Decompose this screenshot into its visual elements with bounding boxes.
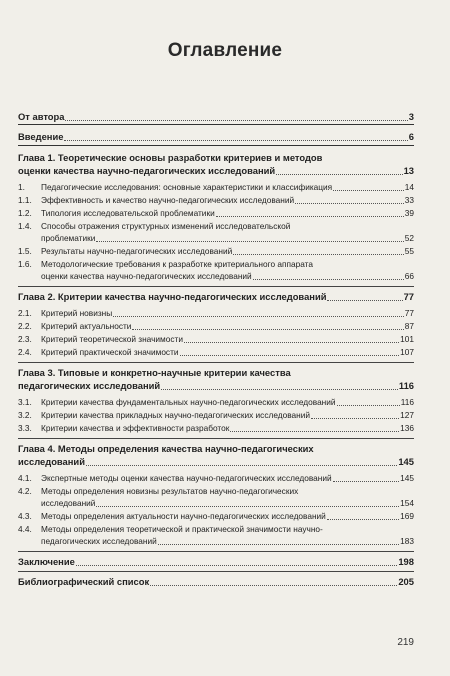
chapter-title-line: исследований xyxy=(18,456,85,467)
leader-dots xyxy=(333,480,400,482)
toc-page-number: 6 xyxy=(408,131,414,142)
section-number: 1.1. xyxy=(18,195,32,205)
divider xyxy=(18,438,414,439)
toc-section xyxy=(18,208,414,220)
toc-page-number: 145 xyxy=(400,473,414,483)
toc-section xyxy=(18,334,414,346)
section-number: 3.2. xyxy=(18,410,32,420)
section-number: 1.4. xyxy=(18,221,32,231)
toc-chapter-2 xyxy=(18,290,414,303)
leader-dots xyxy=(184,341,399,343)
divider xyxy=(18,124,414,125)
section-title: Результаты научно-педагогических исследований xyxy=(41,246,233,256)
toc-entry-title: Заключение xyxy=(18,556,75,567)
toc-section xyxy=(18,524,414,547)
section-title: Критерии качества фундаментальных научно-педагогических исследований xyxy=(41,397,336,407)
leader-dots xyxy=(161,388,398,390)
section-title: Критерий актуальности xyxy=(41,321,132,331)
toc-section xyxy=(18,410,414,422)
toc-section xyxy=(18,347,414,359)
section-title: Критерии качества и эффективности разработок xyxy=(41,423,230,433)
leader-dots xyxy=(96,240,403,242)
section-title: Экспертные методы оценки качества научно-педагогических исследований xyxy=(41,473,332,483)
leader-dots xyxy=(65,119,407,121)
toc-entry-bibliography xyxy=(18,575,414,588)
section-number: 2.2. xyxy=(18,321,32,331)
leader-dots xyxy=(276,173,402,175)
section-number: 4.2. xyxy=(18,486,32,496)
section-number: 1.5. xyxy=(18,246,32,256)
section-number: 1.2. xyxy=(18,208,32,218)
toc-chapter-3 xyxy=(18,366,414,392)
toc-page-number: 136 xyxy=(400,423,414,433)
leader-dots xyxy=(76,564,398,566)
section-title: Методы определения новизны результатов научно-педагогических xyxy=(41,486,299,496)
divider xyxy=(18,145,414,146)
section-title: Эффективность и качество научно-педагогических исследований xyxy=(41,195,295,205)
toc-section xyxy=(18,259,414,282)
leader-dots xyxy=(327,518,399,520)
leader-dots xyxy=(230,430,399,432)
toc-section xyxy=(18,423,414,435)
toc-page-number: 116 xyxy=(400,397,414,407)
chapter-title-line: Глава 3. Типовые и конкретно-научные критерии качества xyxy=(18,367,291,378)
section-title-continued: проблематики xyxy=(41,232,96,243)
leader-dots xyxy=(64,139,407,141)
toc-entry-from-author xyxy=(18,110,414,123)
page-number: 219 xyxy=(397,637,414,648)
toc-page-number: 33 xyxy=(404,195,414,205)
leader-dots xyxy=(253,278,404,280)
section-number: 4.4. xyxy=(18,524,32,534)
toc-section xyxy=(18,182,414,194)
leader-dots xyxy=(233,253,403,255)
section-number: 2.1. xyxy=(18,308,32,318)
leader-dots xyxy=(311,417,399,419)
toc-page-number: 13 xyxy=(403,165,414,176)
leader-dots xyxy=(216,215,404,217)
section-title-continued: исследований xyxy=(41,497,96,508)
divider xyxy=(18,286,414,287)
section-title-continued: оценки качества научно-педагогических исследований xyxy=(41,270,252,281)
divider xyxy=(18,571,414,572)
leader-dots xyxy=(113,315,404,317)
toc-page-number: 107 xyxy=(400,347,414,357)
toc-page-number: 52 xyxy=(404,232,414,243)
section-number: 1.6. xyxy=(18,259,32,269)
leader-dots xyxy=(86,464,397,466)
section-number: 4.3. xyxy=(18,511,32,521)
toc-heading: Оглавление xyxy=(167,40,283,61)
section-title: Педагогические исследования: основные характеристики и классификация xyxy=(41,182,333,192)
toc-page-number: 101 xyxy=(400,334,414,344)
divider xyxy=(18,362,414,363)
toc-section xyxy=(18,246,414,258)
toc-page-number: 66 xyxy=(404,270,414,281)
section-title: Методы определения актуальности научно-педагогических исследований xyxy=(41,511,326,521)
section-number: 1. xyxy=(18,182,25,192)
toc-section xyxy=(18,511,414,523)
toc-chapter-1 xyxy=(18,151,414,177)
leader-dots xyxy=(158,543,399,545)
toc-section xyxy=(18,321,414,333)
section-number: 3.3. xyxy=(18,423,32,433)
leader-dots xyxy=(150,584,397,586)
toc-page-number: 169 xyxy=(400,511,414,521)
toc-page-number: 87 xyxy=(404,321,414,331)
toc-page-number: 205 xyxy=(398,576,414,587)
toc-section xyxy=(18,221,414,244)
leader-dots xyxy=(295,202,404,204)
toc-entry-title: От автора xyxy=(18,111,65,122)
toc-section xyxy=(18,486,414,509)
toc-entry-introduction xyxy=(18,130,414,143)
chapter-title-line: педагогических исследований xyxy=(18,380,161,391)
section-title: Критерий практической значимости xyxy=(41,347,179,357)
toc-page-number: 14 xyxy=(404,182,414,192)
toc-page-number: 198 xyxy=(398,556,414,567)
section-number: 2.4. xyxy=(18,347,32,357)
chapter-title-line: Глава 4. Методы определения качества научно-педагогических xyxy=(18,443,314,454)
divider xyxy=(18,551,414,552)
chapter-title-line: Глава 1. Теоретические основы разработки критериев и методов xyxy=(18,152,323,163)
section-title: Критерии качества прикладных научно-педагогических исследований xyxy=(41,410,310,420)
toc-page-number: 116 xyxy=(398,380,414,391)
section-title: Способы отражения структурных изменений исследовательской xyxy=(41,221,291,231)
toc-entry-conclusion xyxy=(18,555,414,568)
section-title: Критерий новизны xyxy=(41,308,113,318)
toc-entry-title: Библиографический список xyxy=(18,576,150,587)
leader-dots xyxy=(327,299,402,301)
toc-section xyxy=(18,397,414,409)
toc-section xyxy=(18,195,414,207)
chapter-title-line: Глава 2. Критерии качества научно-педагогических исследований xyxy=(18,291,327,302)
toc-page-number: 55 xyxy=(404,246,414,256)
toc-section xyxy=(18,473,414,485)
toc-page-number: 145 xyxy=(398,456,414,467)
chapter-title-line: оценки качества научно-педагогических исследований xyxy=(18,165,276,176)
section-title: Типология исследовательской проблематики xyxy=(41,208,215,218)
toc-page-number: 77 xyxy=(403,291,414,302)
toc-section xyxy=(18,308,414,320)
leader-dots xyxy=(132,328,403,330)
toc-chapter-4 xyxy=(18,442,414,468)
leader-dots xyxy=(96,505,399,507)
leader-dots xyxy=(333,189,404,191)
toc-page-number: 127 xyxy=(400,410,414,420)
leader-dots xyxy=(337,404,400,406)
section-title: Методы определения теоретической и практической значимости научно- xyxy=(41,524,323,534)
toc-entry-title: Введение xyxy=(18,131,64,142)
toc-page-number: 154 xyxy=(400,497,414,508)
toc-page-number: 183 xyxy=(400,535,414,546)
toc-page-number: 39 xyxy=(404,208,414,218)
section-number: 2.3. xyxy=(18,334,32,344)
toc-page-number: 77 xyxy=(404,308,414,318)
section-number: 3.1. xyxy=(18,397,32,407)
section-number: 4.1. xyxy=(18,473,32,483)
section-title: Методологические требования к разработке критериального аппарата xyxy=(41,259,313,269)
section-title: Критерий теоретической значимости xyxy=(41,334,183,344)
section-title-continued: педагогических исследований xyxy=(41,535,157,546)
leader-dots xyxy=(180,354,400,356)
toc-page-number: 3 xyxy=(408,111,414,122)
